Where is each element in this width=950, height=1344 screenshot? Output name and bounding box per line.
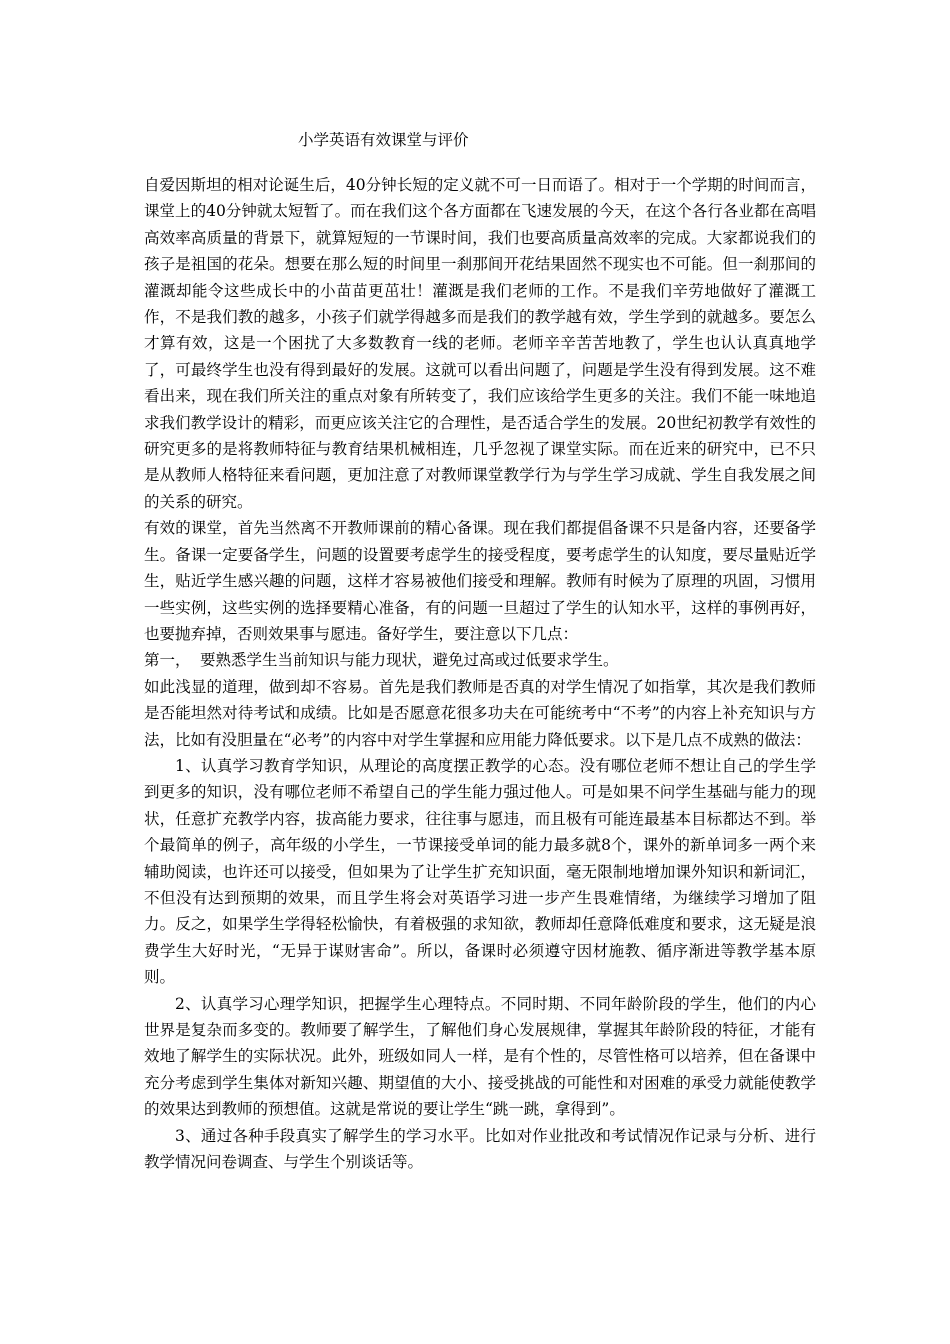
numbered-item-number: 第一， [144, 651, 191, 670]
numbered-item-first [144, 647, 816, 673]
numbered-item-text: 要熟悉学生当前知识与能力现状，避免过高或过低要求学生。 [200, 651, 619, 670]
point-3: 3、通过各种手段真实了解学生的学习水平。比如对作业批改和考试情况作记录与分析、进行教学情况问卷调查、与学生个别谈话等。 [144, 1126, 816, 1172]
point-1: 1、认真学习教育学知识，从理论的高度摆正教学的心态。没有哪位老师不想让自己的学生学到更多的知识，没有哪位老师不希望自己的学生能力强过他人。可是如果不问学生基础与能力的现状，任意扩充教学内容，拔高能力要求，往往事与愿违，而且极有可能连最基本目标都达不到。举个最简单的例子，高年级的小学生，一节课接受单词的能力最多就8个，课外的新单词多一两个来辅助阅读，也许还可以接受，但如果为了让学生扩充知识面，毫无限制地增加课外知识和新词汇，不但没有达到预期的效果，而且学生将会对英语学习进一步产生畏难情绪，为继续学习增加了阻力。反之，如果学生学得轻松愉快，有着极强的求知欲，教师却任意降低难度和要求，这无疑是浪费学生大好时光，“无异于谋财害命”。所以，备课时必须遵守因材施教、循序渐进等教学基本原则。 [144, 756, 816, 987]
paragraph-intro: 自爱因斯坦的相对论诞生后，40分钟长短的定义就不可一日而语了。相对于一个学期的时间而言，课堂上的40分钟就太短暂了。而在我们这个各方面都在飞速发展的今天，在这个各行各业都在高唱高效率高质量的背景下，就算短短的一节课时间，我们也要高质量高效率的完成。大家都说我们的孩子是祖国的花朵。想要在那么短的时间里一刹那间开花结果固然不现实也不可能。但一刹那间的灌溉却能令这些成长中的小苗苗更茁壮！灌溉是我们老师的工作。不是我们辛劳地做好了灌溉工作，不是我们教的越多，小孩子们就学得越多而是我们的教学越有效，学生学到的就越多。要怎么才算有效，这是一个困扰了大多数教育一线的老师。老师辛辛苦苦地教了，学生也认认真真地学了，可最终学生也没有得到最好的发展。这就可以看出问题了，问题是学生没有得到发展。这不难看出来，现在我们所关注的重点对象有所转变了，我们应该给学生更多的关注。我们不能一味地追求我们教学设计的精彩，而更应该关注它的合理性，是否适合学生的发展。20世纪初教学有效性的研究更多的是将教师特征与教育结果机械相连，几乎忽视了课堂实际。而在近来的研究中，已不只是从教师人格特征来看问题，更加注意了对教师课堂教学行为与学生学习成就、学生自我发展之间的关系的研究。 [144, 176, 816, 511]
point-2: 2、认真学习心理学知识，把握学生心理特点。不同时期、不同年龄阶段的学生，他们的内心世界是复杂而多变的。教师要了解学生，了解他们身心发展规律，掌握其年龄阶段的特征，才能有效地了解学生的实际状况。此外，班级如同人一样，是有个性的，尽管性格可以培养，但在备课中充分考虑到学生集体对新知兴趣、期望值的大小、接受挑战的可能性和对困难的承受力就能使教学的效果达到教师的预想值。这就是常说的要让学生“跳一跳，拿得到”。 [144, 994, 816, 1119]
document-body [144, 172, 816, 1175]
paragraph-explanation: 如此浅显的道理，做到却不容易。首先是我们教师是否真的对学生情况了如指掌，其次是我们教师是否能坦然对待考试和成绩。比如是否愿意花很多功夫在可能统考中“不考”的内容上补充知识与方法，比如有没胆量在“必考”的内容中对学生掌握和应用能力降低要求。以下是几点不成熟的做法： [144, 677, 816, 749]
document-title: 小学英语有效课堂与评价 [298, 131, 469, 149]
paragraph-lesson-prep: 有效的课堂，首先当然离不开教师课前的精心备课。现在我们都提倡备课不只是备内容，还要备学生。备课一定要备学生，问题的设置要考虑学生的接受程度，要考虑学生的认知度，要尽量贴近学生，贴近学生感兴趣的问题，这样才容易被他们接受和理解。教师有时候为了原理的巩固，习惯用一些实例，这些实例的选择要精心准备，有的问题一旦超过了学生的认知水平，这样的事例再好，也要抛弃掉，否则效果事与愿违。备好学生，要注意以下几点： [144, 519, 816, 643]
